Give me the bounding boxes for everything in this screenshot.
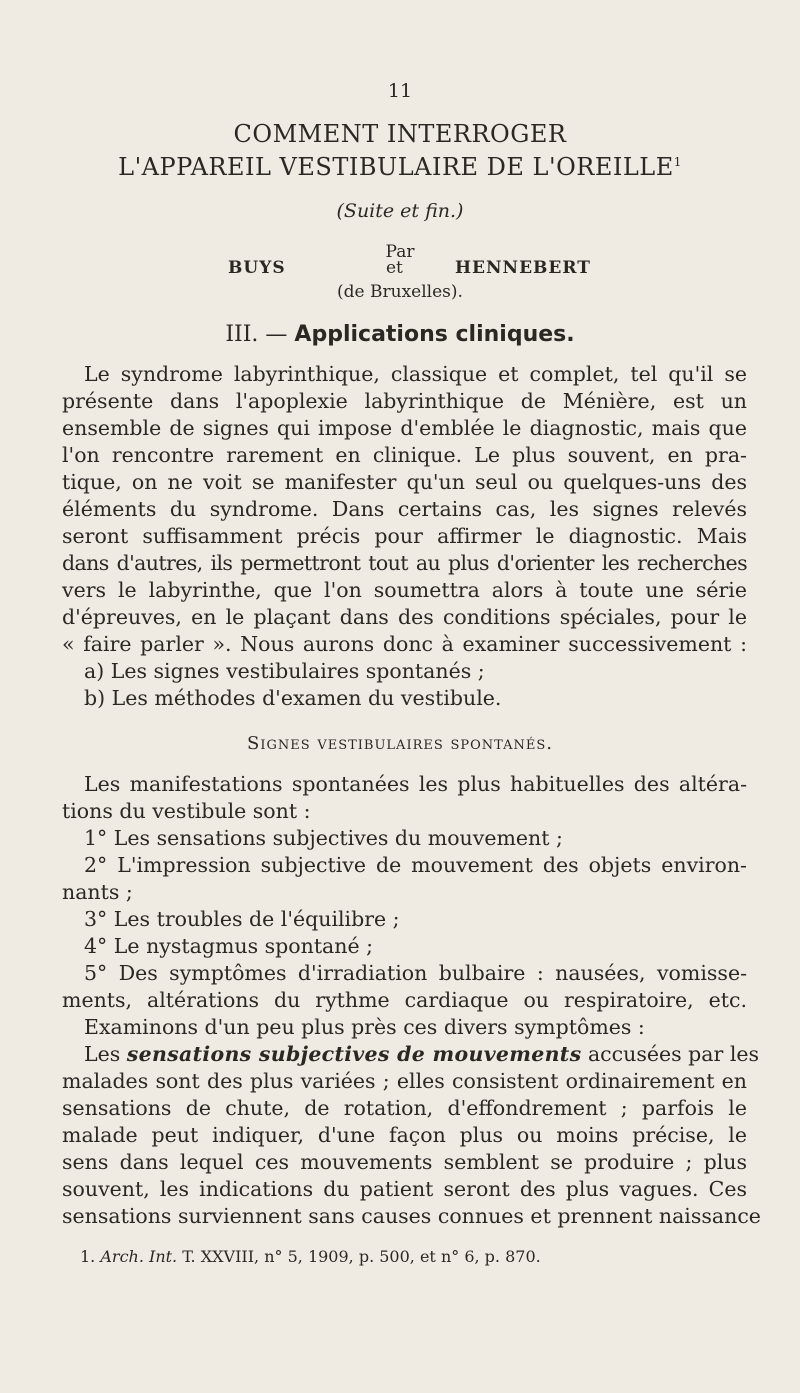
numbered-item-continued: ments, altérations du rythme cardiaque ou respiratoire, etc. xyxy=(62,988,747,1012)
numbered-item: 5° Des symptômes d'irradiation bulbaire : nausées, vomisse- xyxy=(84,961,747,985)
numbered-item: 2° L'impression subjective de mouvement des objets environ- xyxy=(84,853,747,877)
footnote-mark: 1. xyxy=(80,1247,96,1266)
numbered-item-continued: nants ; xyxy=(62,880,133,904)
paragraph-line: seront suffisamment précis pour affirmer le diagnostic. Mais xyxy=(62,524,747,548)
paragraph-line: dans d'autres, ils permettront tout au plus d'orienter les recherches xyxy=(62,551,747,575)
footnote-text: T. XXVIII, n° 5, 1909, p. 500, et n° 6, p. 870. xyxy=(182,1247,541,1266)
paragraph-line: tions du vestibule sont : xyxy=(62,799,311,823)
paragraph-line: sensations de chute, de rotation, d'effondrement ; parfois le xyxy=(62,1096,747,1120)
paragraph-line: « faire parler ». Nous aurons donc à examiner successivement : xyxy=(62,632,747,656)
author-buys: BUYS xyxy=(228,258,286,278)
footnote-source: Arch. Int. xyxy=(100,1247,178,1266)
author-affiliation: (de Bruxelles). xyxy=(337,282,463,302)
page-number: 11 xyxy=(387,80,413,102)
paragraph-line: malade peut indiquer, d'une façon plus ou moins précise, le xyxy=(62,1123,747,1147)
article-title-text: L'APPAREIL VESTIBULAIRE DE L'OREILLE xyxy=(118,153,674,181)
section-title: Applications cliniques. xyxy=(294,322,575,347)
footnote-reference: 1 xyxy=(673,155,682,169)
emphasized-term: sensations subjectives de mouvements xyxy=(126,1042,582,1066)
paragraph-line: sens dans lequel ces mouvements semblent se produire ; plus xyxy=(62,1150,747,1174)
paragraph-line: d'épreuves, en le plaçant dans des conditions spéciales, pour le xyxy=(62,605,747,629)
paragraph-line: éléments du syndrome. Dans certains cas, les signes relevés xyxy=(62,497,747,521)
paragraph-line: Les manifestations spontanées les plus habituelles des altéra- xyxy=(84,772,747,796)
paragraph-start: Les xyxy=(84,1042,121,1066)
paragraph-line xyxy=(84,1040,760,1068)
author-hennebert: HENNEBERT xyxy=(455,258,591,278)
paragraph-line: ensemble de signes qui impose d'emblée le diagnostic, mais que xyxy=(62,416,747,440)
numbered-item: 1° Les sensations subjectives du mouvement ; xyxy=(84,826,563,850)
paragraph-line: sensations surviennent sans causes connues et prennent naissance xyxy=(62,1204,761,1228)
byline-et: et xyxy=(386,258,403,278)
numbered-item: 3° Les troubles de l'équilibre ; xyxy=(84,907,400,931)
paragraph-rest: accusées par les xyxy=(587,1042,760,1066)
paragraph-line: vers le labyrinthe, que l'on soumettra alors à toute une série xyxy=(62,578,747,602)
article-title-line-2 xyxy=(0,153,800,181)
paragraph-line: Le syndrome labyrinthique, classique et complet, tel qu'il se xyxy=(84,362,747,386)
byline-par: Par xyxy=(385,242,415,262)
paragraph-line: tique, on ne voit se manifester qu'un seul ou quelques-uns des xyxy=(62,470,747,494)
section-heading xyxy=(0,322,800,347)
subsection-heading: Signes vestibulaires spontanés. xyxy=(246,733,554,754)
paragraph-line: Examinons d'un peu plus près ces divers symptômes : xyxy=(84,1015,645,1039)
list-item-a: a) Les signes vestibulaires spontanés ; xyxy=(84,659,485,683)
paragraph-line: malades sont des plus variées ; elles consistent ordinairement en xyxy=(62,1069,747,1093)
section-number: III. — xyxy=(225,322,288,347)
authors xyxy=(0,258,800,284)
numbered-item: 4° Le nystagmus spontané ; xyxy=(84,934,374,958)
paragraph-line: l'on rencontre rarement en clinique. Le plus souvent, en pra- xyxy=(62,443,747,467)
subtitle: (Suite et fin.) xyxy=(336,200,464,222)
paragraph-line: souvent, les indications du patient seront des plus vagues. Ces xyxy=(62,1177,747,1201)
article-title-line-1: COMMENT INTERROGER xyxy=(233,120,567,148)
paragraph-line: présente dans l'apoplexie labyrinthique de Ménière, est un xyxy=(62,389,747,413)
list-item-b: b) Les méthodes d'examen du vestibule. xyxy=(84,686,502,710)
footnote xyxy=(80,1247,541,1266)
